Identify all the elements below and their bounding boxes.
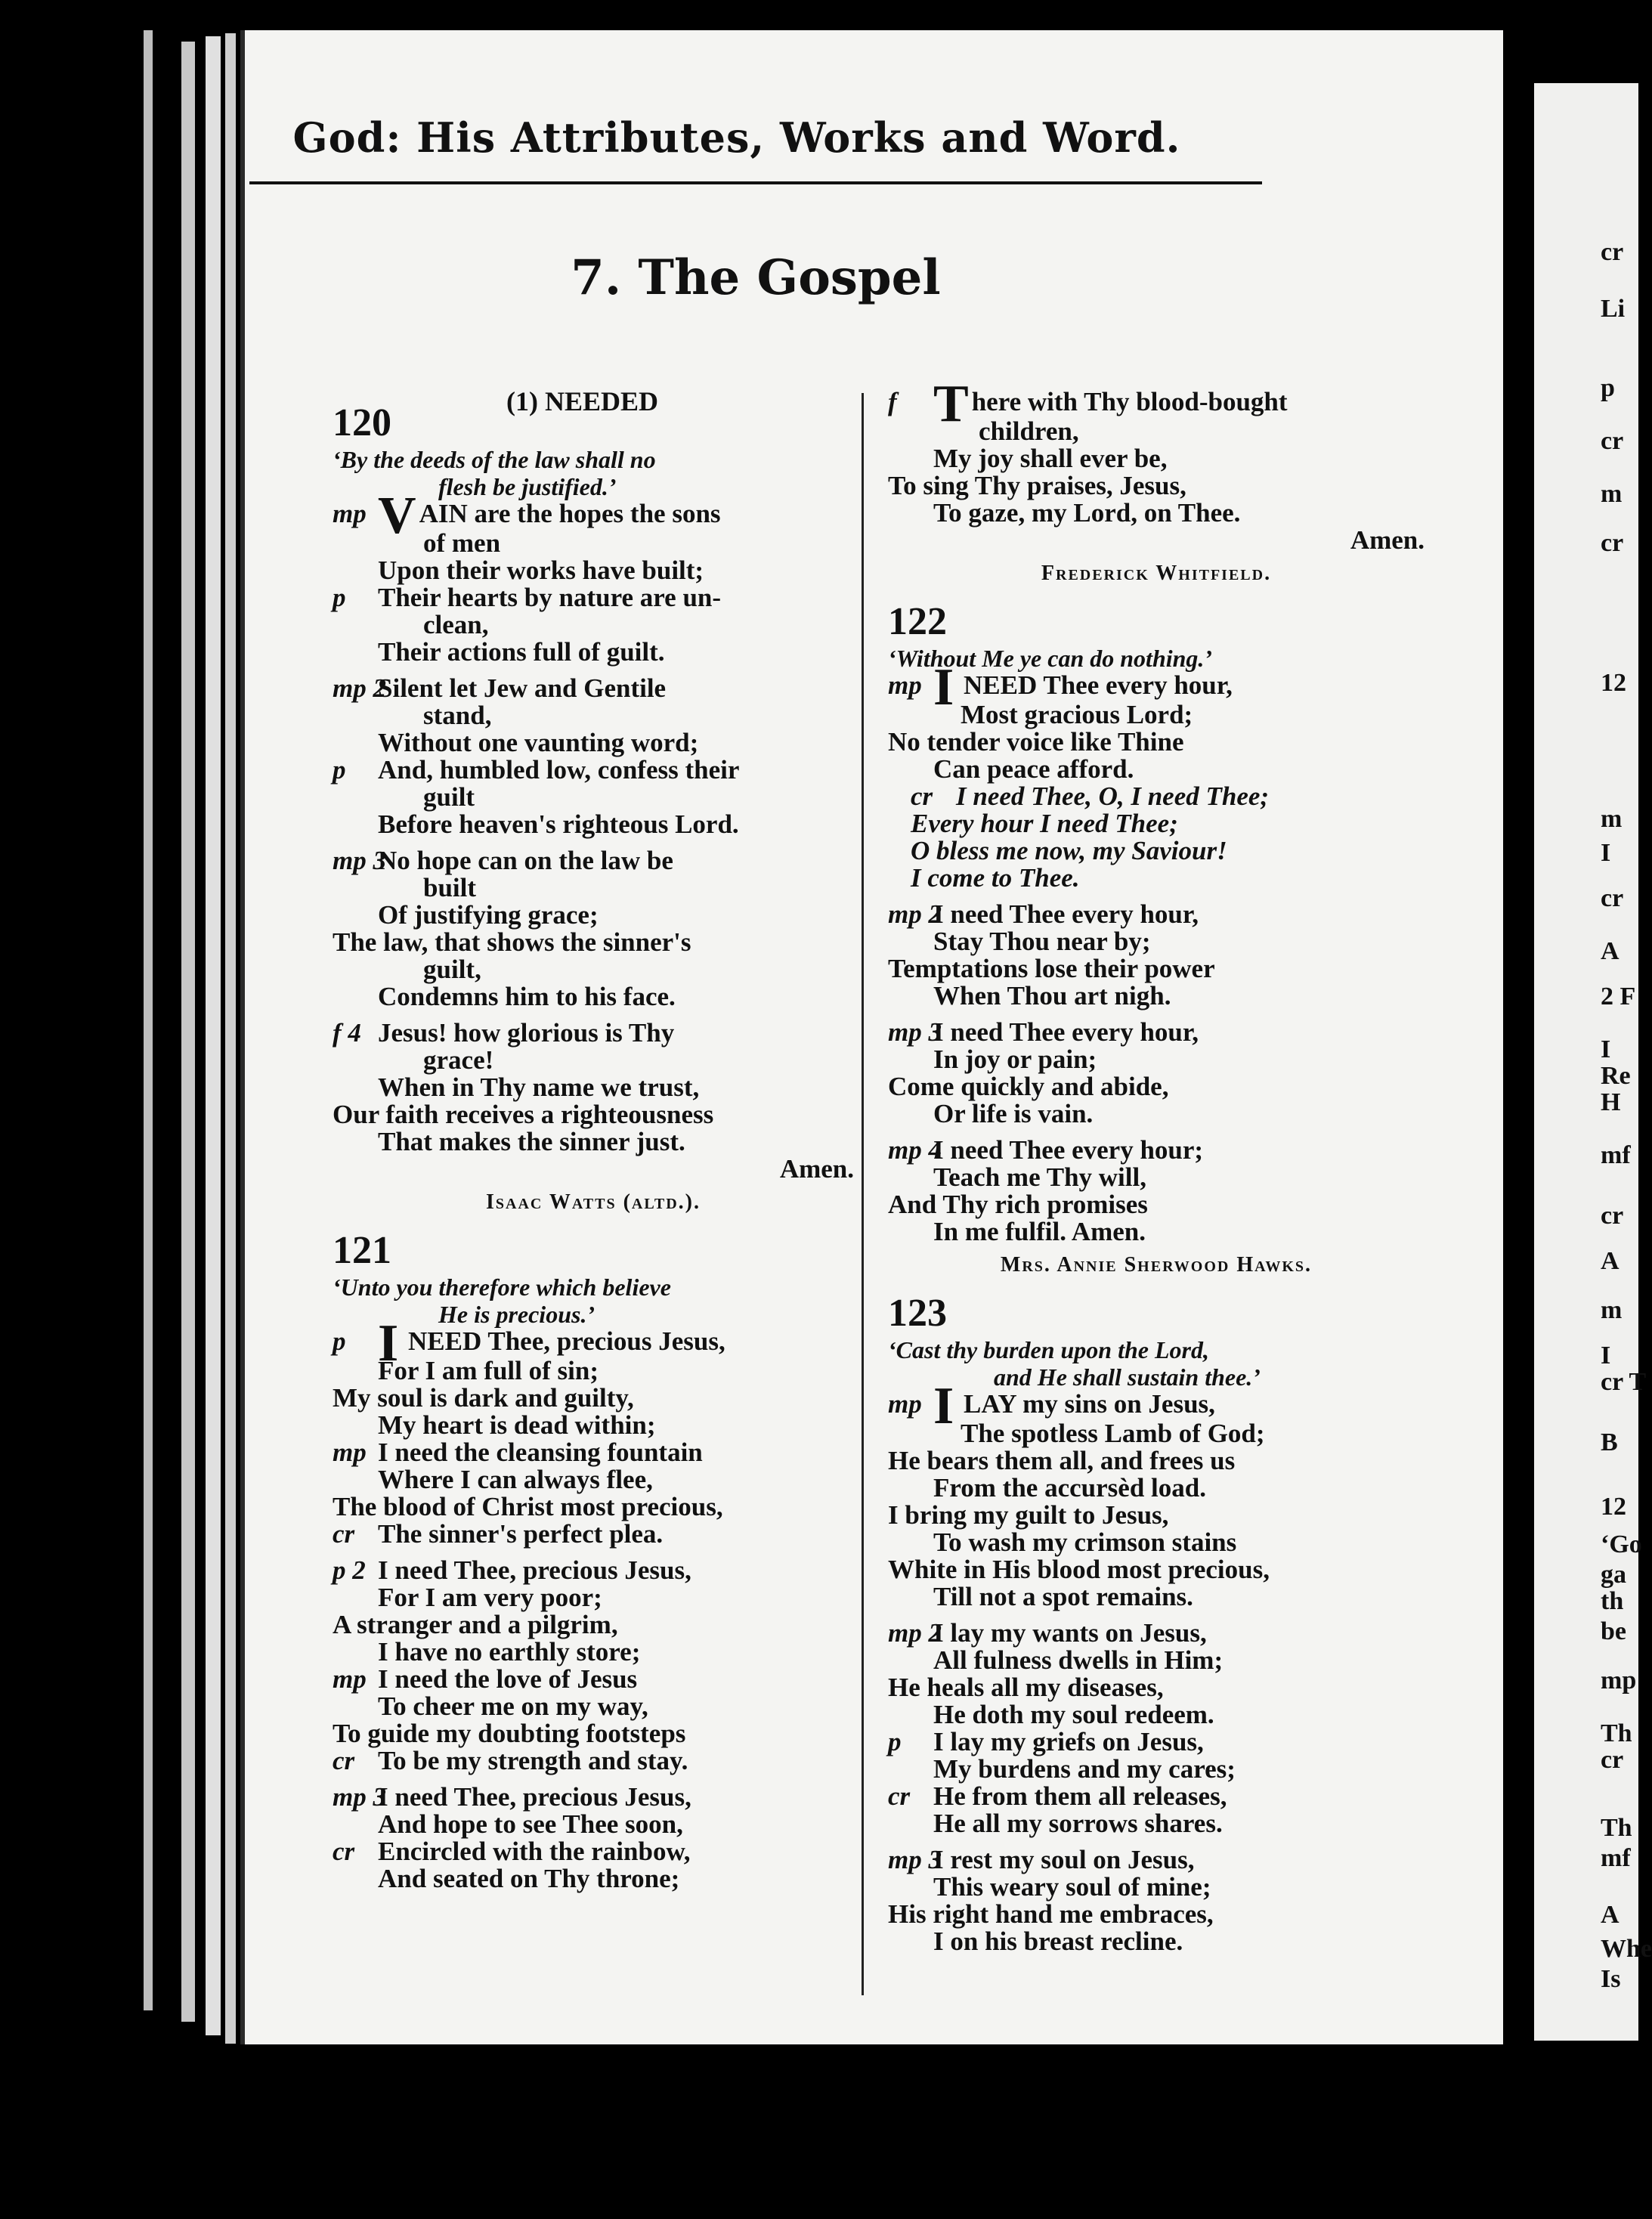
verse-line — [888, 1756, 1425, 1783]
next-page-fragment: p — [1601, 374, 1615, 402]
verse-line — [333, 956, 854, 983]
verse-line — [888, 955, 1425, 983]
next-page-fragment: Li — [1601, 295, 1626, 323]
verse-line — [888, 756, 1425, 783]
verse-text: here with Thy blood-bought — [971, 387, 1288, 416]
dynamic-mark: mp 3 — [888, 1017, 942, 1047]
dynamic-mark: p — [333, 583, 346, 612]
verse-text: Till not a spot remains. — [933, 1582, 1193, 1611]
verse-line — [888, 1218, 1425, 1246]
verse-line — [888, 1137, 1425, 1164]
verse-text: I come to Thee. — [911, 863, 1080, 893]
dynamic-mark: f 4 — [333, 1018, 361, 1048]
verse-text: Most gracious Lord; — [961, 700, 1193, 729]
verse-text: And, humbled low, confess their — [378, 755, 740, 785]
hymn-h122 — [888, 599, 1425, 1280]
verse-line — [333, 757, 854, 784]
verse-line — [888, 1164, 1425, 1191]
verse-line — [333, 1020, 854, 1047]
epigraph-line: ‘By the deeds of the law shall no — [333, 446, 656, 473]
next-page-fragment: I — [1601, 839, 1611, 867]
verse-text: He heals all my diseases, — [888, 1673, 1164, 1702]
verse-line — [333, 1074, 854, 1101]
verse-text: stand, — [423, 701, 492, 730]
verse-text: For I am full of sin; — [378, 1356, 599, 1385]
verse-text: clean, — [423, 610, 489, 639]
next-page-fragment: A — [1601, 937, 1620, 965]
verse-text: He all my sorrows shares. — [933, 1809, 1223, 1838]
next-page-fragment: cr — [1601, 1202, 1624, 1230]
epigraph-line: flesh be justified.’ — [438, 473, 617, 500]
epigraph-line: ‘Cast thy burden upon the Lord, — [888, 1336, 1209, 1363]
next-page-fragment: H — [1601, 1088, 1621, 1116]
verse-text: For I am very poor; — [378, 1583, 602, 1612]
epigraph-line: ‘Without Me ye can do nothing.’ — [888, 645, 1213, 672]
verse-line — [333, 1720, 854, 1747]
running-head: God: His Attributes, Works and Word. — [292, 113, 1181, 162]
column-divider — [862, 393, 864, 1995]
verse-line — [888, 1928, 1425, 1955]
dynamic-mark: mp 3 — [888, 1845, 942, 1874]
dynamic-mark: mp — [333, 499, 367, 528]
verse-text: grace! — [423, 1045, 494, 1075]
verse-line — [333, 983, 854, 1010]
next-page-fragment: be — [1601, 1617, 1626, 1645]
verse-line — [888, 1583, 1425, 1611]
dynamic-mark: mp — [888, 1389, 922, 1419]
next-page-fragment: A — [1601, 1901, 1620, 1929]
verse-line — [333, 1047, 854, 1074]
next-page-fragment: 2 F — [1601, 983, 1636, 1010]
verse-text: All fulness dwells in Him; — [933, 1645, 1224, 1675]
hymn-number: 120 — [333, 401, 391, 444]
verse-text: To sing Thy praises, Jesus, — [888, 471, 1186, 500]
verse-text: My burdens and my cares; — [933, 1754, 1236, 1784]
verse-line — [333, 1557, 854, 1584]
verse-line — [888, 901, 1425, 928]
dynamic-mark: mp — [888, 670, 922, 700]
verse-line — [333, 1865, 854, 1892]
verse-text: I have no earthly store; — [378, 1637, 641, 1667]
verse-text: He doth my soul redeem. — [933, 1700, 1214, 1729]
verse-text: I lay my wants on Jesus, — [933, 1618, 1207, 1648]
verse-text: In joy or pain; — [933, 1045, 1097, 1074]
hymn-epigraph — [888, 1336, 1425, 1391]
left-column — [333, 378, 854, 1892]
verse-line — [888, 701, 1425, 729]
verse-line — [333, 1611, 854, 1639]
dynamic-mark: mp 2 — [888, 1618, 942, 1648]
verse-text: To cheer me on my way, — [378, 1691, 648, 1721]
verse-line — [333, 1128, 854, 1156]
verse-line — [333, 929, 854, 956]
next-page-fragment: I — [1601, 1342, 1611, 1369]
verse-text: AIN are the hopes the sons — [419, 499, 721, 528]
verse-text: Every hour I need Thee; — [911, 809, 1178, 838]
hymn-author: Mrs. Annie Sherwood Hawks. — [1000, 1253, 1313, 1277]
dynamic-mark: mp — [333, 1438, 367, 1467]
verse-line — [333, 557, 854, 584]
verse-line — [888, 1556, 1425, 1583]
verse-text: In me fulfil. Amen. — [933, 1217, 1146, 1246]
verse-line — [333, 1747, 854, 1775]
hymn-number: 123 — [888, 1292, 947, 1335]
dynamic-mark: f — [888, 387, 897, 416]
dynamic-mark: mp 3 — [333, 846, 386, 875]
hymn-h123 — [888, 1291, 1425, 1955]
verse-line — [333, 1811, 854, 1838]
verse-text: My soul is dark and guilty, — [333, 1383, 634, 1413]
verse-text: Before heaven's righteous Lord. — [378, 809, 739, 839]
verse-text: When Thou art nigh. — [933, 981, 1171, 1010]
verse-line — [888, 1447, 1425, 1475]
verse-line — [333, 1838, 854, 1865]
book-edge — [144, 30, 153, 2010]
verse-text: The sinner's perfect plea. — [378, 1519, 664, 1549]
verse-text: LAY my sins on Jesus, — [957, 1389, 1215, 1419]
verse-line — [333, 847, 854, 874]
next-page-fragment: A — [1601, 1247, 1620, 1275]
header-rule — [249, 181, 1262, 184]
dynamic-mark: p — [888, 1727, 902, 1756]
verse-line — [333, 1639, 854, 1666]
verse-line — [888, 1100, 1425, 1128]
next-page-fragment: mf — [1601, 1844, 1631, 1872]
verse-line — [333, 1466, 854, 1493]
verse-line — [333, 1584, 854, 1611]
verse-text: guilt — [423, 782, 475, 812]
verse-text: NEED Thee every hour, — [957, 670, 1233, 700]
next-page-fragment: th — [1601, 1587, 1624, 1615]
next-page-fragment: m — [1601, 1296, 1623, 1324]
next-page-fragment: cr — [1601, 238, 1624, 266]
verse-line — [333, 1412, 854, 1439]
next-page-fragment: B — [1601, 1428, 1618, 1456]
hymn-epigraph — [333, 1274, 854, 1328]
verse-text: The blood of Christ most precious, — [333, 1492, 723, 1521]
hymn-h120 — [333, 401, 854, 1218]
verse-text: My joy shall ever be, — [933, 444, 1168, 473]
verse-text: The spotless Lamb of God; — [961, 1419, 1265, 1448]
dynamic-mark: cr — [333, 1746, 355, 1775]
verse-line — [888, 1783, 1425, 1810]
verse-text: Stay Thou near by; — [933, 927, 1151, 956]
verse-line — [888, 1728, 1425, 1756]
right-column — [888, 375, 1425, 1956]
verse-line — [888, 1901, 1425, 1928]
epigraph-line: and He shall sustain thee.’ — [994, 1363, 1261, 1391]
verse-text: To gaze, my Lord, on Thee. — [933, 498, 1241, 528]
verse-line — [333, 874, 854, 902]
hymn-number: 121 — [333, 1229, 391, 1272]
verse-line — [888, 445, 1425, 472]
verse-line — [333, 1784, 854, 1811]
verse-text: I need the love of Jesus — [378, 1664, 638, 1694]
verse-line — [888, 1019, 1425, 1046]
verse-line — [888, 810, 1425, 837]
verse-text: Silent let Jew and Gentile — [378, 673, 667, 703]
verse-text: I need Thee every hour, — [933, 1017, 1199, 1047]
next-page-fragment: m — [1601, 805, 1623, 833]
verse-text: Without one vaunting word; — [378, 728, 699, 757]
next-page-fragment: ‘Go — [1601, 1530, 1642, 1558]
verse-text: No tender voice like Thine — [888, 727, 1184, 757]
verse-text: I bring my guilt to Jesus, — [888, 1500, 1169, 1530]
next-page-fragment: mf — [1601, 1141, 1631, 1169]
verse-text: He from them all releases, — [933, 1781, 1227, 1811]
hymn-number: 122 — [888, 600, 947, 643]
verse-line — [333, 675, 854, 702]
verse-text: Or life is vain. — [933, 1099, 1094, 1128]
verse-text: Their actions full of guilt. — [378, 637, 665, 667]
next-page-fragment: cr — [1601, 884, 1624, 912]
verse-text: And hope to see Thee soon, — [378, 1809, 683, 1839]
verse-text: I need Thee every hour; — [933, 1135, 1204, 1165]
drop-capital: I — [378, 1314, 399, 1373]
verse-text: When in Thy name we trust, — [378, 1072, 700, 1102]
verse-text: children, — [979, 416, 1079, 446]
verse-line — [888, 1502, 1425, 1529]
verse-text: I need Thee, precious Jesus, — [378, 1782, 691, 1812]
next-page-fragment: Th — [1601, 1719, 1632, 1747]
next-page-fragment: cr T — [1601, 1368, 1647, 1396]
dynamic-mark: cr — [911, 781, 933, 811]
verse-text: To guide my doubting footsteps — [333, 1719, 686, 1748]
verse-text: And seated on Thy throne; — [378, 1864, 680, 1893]
verse-text: And Thy rich promises — [888, 1190, 1148, 1219]
verse-line — [333, 611, 854, 639]
verse-line — [333, 1521, 854, 1548]
verse-text: Can peace afford. — [933, 754, 1134, 784]
book-edge — [181, 42, 195, 2022]
book-edge — [225, 33, 236, 2044]
hymn-author: Isaac Watts (altd.). — [486, 1190, 701, 1214]
verse-text: Our faith receives a righteousness — [333, 1100, 714, 1129]
verse-text: From the accursèd load. — [933, 1473, 1206, 1503]
hymn-epigraph — [888, 645, 1425, 672]
verse-line — [333, 1357, 854, 1385]
verse-line — [333, 1666, 854, 1693]
verse-text: I need Thee every hour, — [933, 899, 1199, 929]
verse-line — [888, 1046, 1425, 1073]
verse-line — [888, 472, 1425, 500]
verse-text: NEED Thee, precious Jesus, — [401, 1326, 725, 1356]
verse-line — [888, 1874, 1425, 1901]
verse-line — [333, 729, 854, 757]
verse-text: A stranger and a pilgrim, — [333, 1610, 618, 1639]
verse-line — [888, 1475, 1425, 1502]
verse-text: I need Thee, O, I need Thee; — [956, 781, 1270, 811]
next-page-fragment: Th — [1601, 1814, 1632, 1842]
verse-line — [333, 811, 854, 838]
subsection-heading: (1) NEEDED — [506, 386, 659, 416]
verse-text: White in His blood most precious, — [888, 1555, 1270, 1584]
verse-text: Of justifying grace; — [378, 900, 599, 930]
drop-capital: I — [933, 1377, 954, 1435]
verse-line — [888, 928, 1425, 955]
verse-line — [888, 837, 1425, 865]
dynamic-mark: cr — [333, 1519, 355, 1549]
next-page-fragment: Whe — [1601, 1935, 1652, 1963]
next-page-fragment: cr — [1601, 1746, 1624, 1774]
verse-text: Their hearts by nature are un- — [378, 583, 722, 612]
next-page-fragment: ga — [1601, 1561, 1626, 1589]
verse-text: O bless me now, my Saviour! — [911, 836, 1227, 865]
hymn-author: Frederick Whitfield. — [1041, 562, 1272, 585]
hymn-h121_cont — [888, 375, 1425, 589]
verse-text: Jesus! how glorious is Thy — [378, 1018, 675, 1048]
dynamic-mark: mp 2 — [888, 899, 942, 929]
next-page-fragment: Re — [1601, 1062, 1631, 1090]
verse-line — [333, 902, 854, 929]
dynamic-mark: mp 2 — [333, 673, 386, 703]
verse-line — [333, 1493, 854, 1521]
verse-line — [888, 1846, 1425, 1874]
verse-text: The law, that shows the sinner's — [333, 927, 691, 957]
drop-capital: I — [933, 658, 954, 716]
next-page-fragment: I — [1601, 1035, 1611, 1063]
dynamic-mark: mp 4 — [888, 1135, 942, 1165]
next-page-fragment: 12 — [1601, 669, 1626, 697]
verse-text: Come quickly and abide, — [888, 1072, 1169, 1101]
verse-text: I need the cleansing fountain — [378, 1438, 703, 1467]
verse-line — [888, 729, 1425, 756]
verse-text: This weary soul of mine; — [933, 1872, 1211, 1902]
dynamic-mark: p 2 — [333, 1555, 366, 1585]
verse-line — [333, 1101, 854, 1128]
dynamic-mark: cr — [333, 1837, 355, 1866]
verse-line — [333, 784, 854, 811]
verse-text: Where I can always flee, — [378, 1465, 653, 1494]
next-page-fragment: 12 — [1601, 1493, 1626, 1521]
section-title: 7. The Gospel — [571, 249, 941, 306]
verse-line — [888, 865, 1425, 892]
dynamic-mark: p — [333, 755, 346, 785]
drop-capital: V — [378, 487, 416, 545]
next-page-fragment: mp — [1601, 1667, 1637, 1694]
amen-text: Amen. — [779, 1154, 854, 1184]
verse-line — [333, 1385, 854, 1412]
verse-line — [333, 702, 854, 729]
verse-line — [888, 1529, 1425, 1556]
verse-line — [888, 1620, 1425, 1647]
verse-text: Upon their works have built; — [378, 556, 704, 585]
dynamic-mark: mp — [333, 1664, 367, 1694]
verse-text: I lay my griefs on Jesus, — [933, 1727, 1204, 1756]
verse-line — [888, 983, 1425, 1010]
verse-text: That makes the sinner just. — [378, 1127, 685, 1156]
verse-text: To wash my crimson stains — [933, 1527, 1237, 1557]
dynamic-mark: cr — [888, 1781, 911, 1811]
verse-text: Condemns him to his face. — [378, 982, 676, 1011]
verse-text: built — [423, 873, 477, 902]
book-edge — [206, 36, 221, 2035]
verse-line — [888, 1073, 1425, 1100]
verse-line — [333, 1693, 854, 1720]
verse-text: of men — [423, 528, 501, 558]
verse-text: I need Thee, precious Jesus, — [378, 1555, 691, 1585]
verse-line — [888, 783, 1425, 810]
next-page-fragment: m — [1601, 480, 1623, 508]
verse-line — [333, 584, 854, 611]
verse-text: Teach me Thy will, — [933, 1162, 1146, 1192]
verse-line — [888, 1647, 1425, 1674]
verse-line — [888, 1701, 1425, 1728]
dynamic-mark: mp 3 — [333, 1782, 386, 1812]
next-page-fragment: cr — [1601, 529, 1624, 557]
verse-text: Temptations lose their power — [888, 954, 1215, 983]
dynamic-mark: p — [333, 1326, 346, 1356]
epigraph-line: ‘Unto you therefore which believe — [333, 1274, 671, 1301]
verse-line — [888, 1420, 1425, 1447]
drop-capital: T — [933, 375, 969, 433]
verse-text: My heart is dead within; — [378, 1410, 656, 1440]
verse-text: No hope can on the law be — [378, 846, 673, 875]
verse-text: I on his breast recline. — [933, 1927, 1183, 1956]
verse-line — [888, 1191, 1425, 1218]
next-page-fragment: cr — [1601, 427, 1624, 455]
verse-text: guilt, — [423, 955, 481, 984]
amen-text: Amen. — [1350, 525, 1425, 555]
verse-text: To be my strength and stay. — [378, 1746, 688, 1775]
verse-line — [888, 1810, 1425, 1837]
verse-line — [333, 1439, 854, 1466]
verse-text: I rest my soul on Jesus, — [933, 1845, 1195, 1874]
verse-line — [333, 639, 854, 666]
hymn-h121 — [333, 1228, 854, 1892]
verse-text: His right hand me embraces, — [888, 1899, 1214, 1929]
verse-text: He bears them all, and frees us — [888, 1446, 1236, 1475]
epigraph-line: He is precious.’ — [438, 1301, 596, 1328]
verse-line — [888, 1674, 1425, 1701]
verse-text: Encircled with the rainbow, — [378, 1837, 691, 1866]
next-page-fragment: Is — [1601, 1965, 1621, 1993]
verse-line — [888, 500, 1425, 527]
